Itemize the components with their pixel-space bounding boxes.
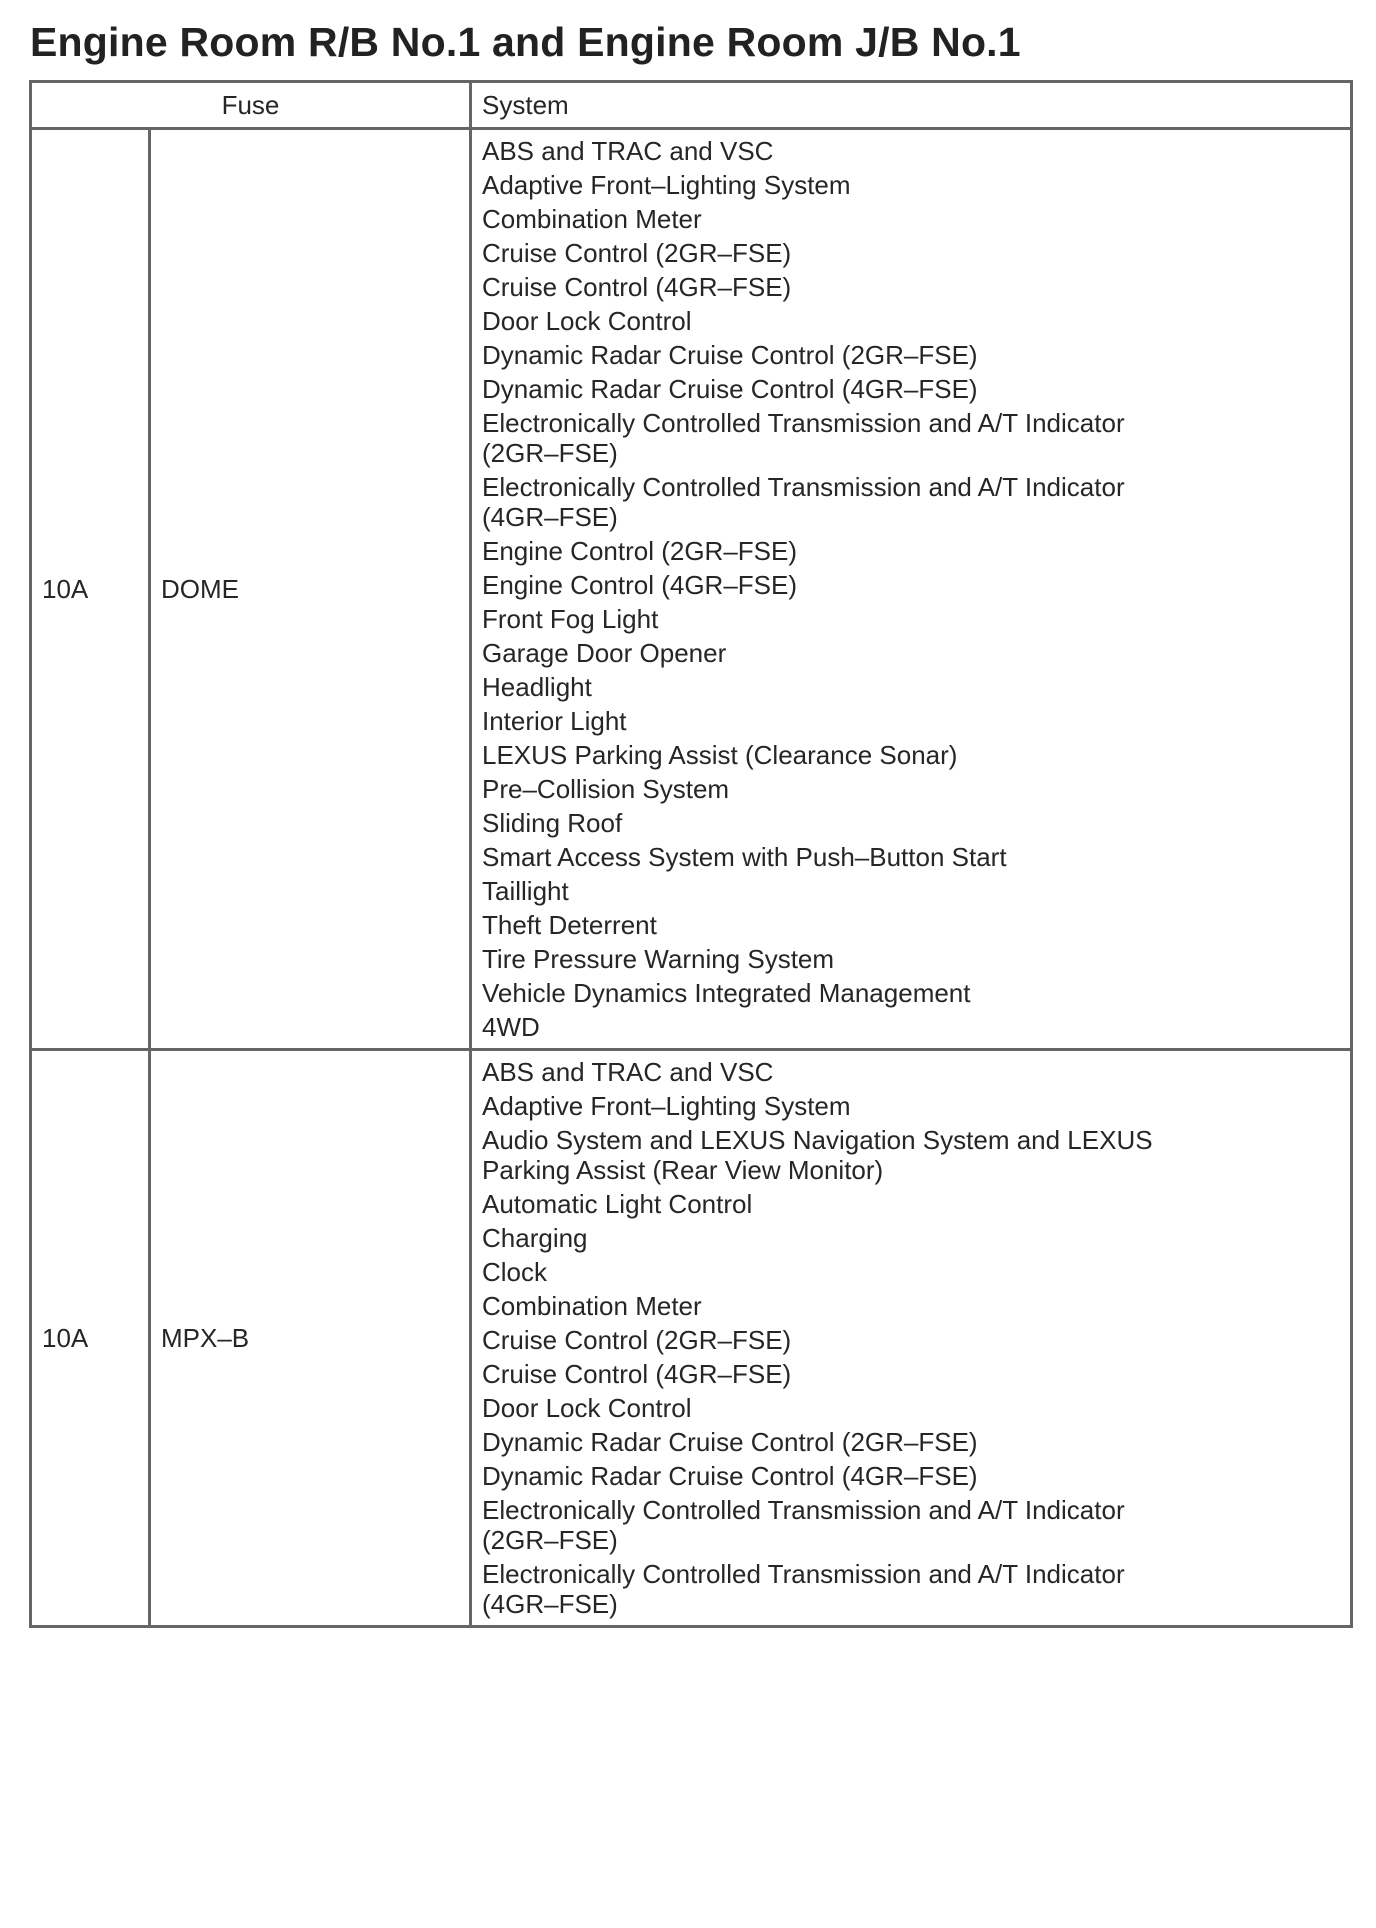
system-label: Combination Meter [482,1291,702,1321]
system-list-item [482,338,1340,372]
system-label: Automatic Light Control [482,1189,753,1219]
system-label: Theft Deterrent [482,910,657,940]
system-list-item [482,372,1340,406]
system-list-item [482,1089,1340,1123]
system-label: Combination Meter [482,204,702,234]
system-label: Tire Pressure Warning System [482,944,835,974]
system-label: Dynamic Radar Cruise Control (2GR–FSE) [482,1427,978,1457]
system-label: Electronically Controlled Transmission and A/T Indicator (2GR–FSE) [482,1495,1125,1555]
system-list-cell [471,129,1352,1050]
system-list-item [482,270,1340,304]
system-label: Adaptive Front–Lighting System [482,170,851,200]
system-list-item [482,602,1340,636]
system-label: 4WD [482,1012,540,1042]
system-list-item [482,976,1340,1010]
fuse-table-body [31,129,1352,1627]
system-list-item [482,1187,1340,1221]
system-label: Engine Control (4GR–FSE) [482,570,798,600]
system-list-item [482,670,1340,704]
system-list-item [482,1493,1340,1557]
system-label: Vehicle Dynamics Integrated Management [482,978,971,1008]
system-label: ABS and TRAC and VSC [482,1057,774,1087]
system-list-item [482,202,1340,236]
fuse-amperage: 10A [31,1050,150,1627]
system-label: ABS and TRAC and VSC [482,136,774,166]
system-label: Pre–Collision System [482,774,730,804]
system-list-item [482,874,1340,908]
system-label: Engine Control (2GR–FSE) [482,536,798,566]
system-label: LEXUS Parking Assist (Clearance Sonar) [482,740,958,770]
fuse-amperage: 10A [31,129,150,1050]
system-label: Door Lock Control [482,1393,692,1423]
system-list-item [482,1391,1340,1425]
system-list [482,134,1340,1044]
system-list-item [482,1289,1340,1323]
system-list-item [482,840,1340,874]
system-label: Cruise Control (4GR–FSE) [482,1359,792,1389]
system-list-item [482,636,1340,670]
system-label: Dynamic Radar Cruise Control (4GR–FSE) [482,1461,978,1491]
system-list-item [482,534,1340,568]
system-list-item [482,568,1340,602]
system-list-item [482,1010,1340,1044]
table-row [31,129,1352,1050]
system-label: Adaptive Front–Lighting System [482,1091,851,1121]
system-list [482,1055,1340,1621]
system-label: Audio System and LEXUS Navigation System and LEXUS Parking Assist (Rear View Monitor) [482,1125,1153,1185]
system-list-item [482,772,1340,806]
system-label: Door Lock Control [482,306,692,336]
system-label: Smart Access System with Push–Button Start [482,842,1007,872]
system-list-item [482,1459,1340,1493]
system-list-item [482,738,1340,772]
system-list-item [482,1357,1340,1391]
system-list-item [482,704,1340,738]
system-list-item [482,304,1340,338]
system-list-item [482,134,1340,168]
system-column-header: System [471,82,1352,129]
system-label: Cruise Control (2GR–FSE) [482,238,792,268]
fuse-column-header: Fuse [31,82,471,129]
system-label: Cruise Control (2GR–FSE) [482,1325,792,1355]
system-list-item [482,236,1340,270]
system-list-item [482,1557,1340,1621]
system-list-item [482,470,1340,534]
system-label: Dynamic Radar Cruise Control (2GR–FSE) [482,340,978,370]
system-list-item [482,1123,1340,1187]
fuse-name: MPX–B [150,1050,471,1627]
system-label: Dynamic Radar Cruise Control (4GR–FSE) [482,374,978,404]
system-list-item [482,168,1340,202]
header-row [31,82,1352,129]
system-list-item [482,908,1340,942]
system-label: Cruise Control (4GR–FSE) [482,272,792,302]
system-label: Sliding Roof [482,808,623,838]
table-row [31,1050,1352,1627]
system-label: Taillight [482,876,569,906]
fuse-table [29,80,1353,1628]
system-list-item [482,1425,1340,1459]
fuse-name: DOME [150,129,471,1050]
system-label: Front Fog Light [482,604,659,634]
system-list-item [482,1221,1340,1255]
page-title: Engine Room R/B No.1 and Engine Room J/B No.1 [30,19,1021,65]
system-list-cell [471,1050,1352,1627]
system-list-item [482,1255,1340,1289]
system-label: Electronically Controlled Transmission and A/T Indicator (2GR–FSE) [482,408,1125,468]
system-list-item [482,942,1340,976]
system-label: Charging [482,1223,588,1253]
system-label: Garage Door Opener [482,638,727,668]
system-label: Electronically Controlled Transmission and A/T Indicator (4GR–FSE) [482,472,1125,532]
system-label: Interior Light [482,706,627,736]
system-list-item [482,1055,1340,1089]
system-list-item [482,806,1340,840]
system-label: Headlight [482,672,592,702]
system-list-item [482,1323,1340,1357]
system-list-item [482,406,1340,470]
system-label: Clock [482,1257,548,1287]
system-label: Electronically Controlled Transmission and A/T Indicator (4GR–FSE) [482,1559,1125,1619]
